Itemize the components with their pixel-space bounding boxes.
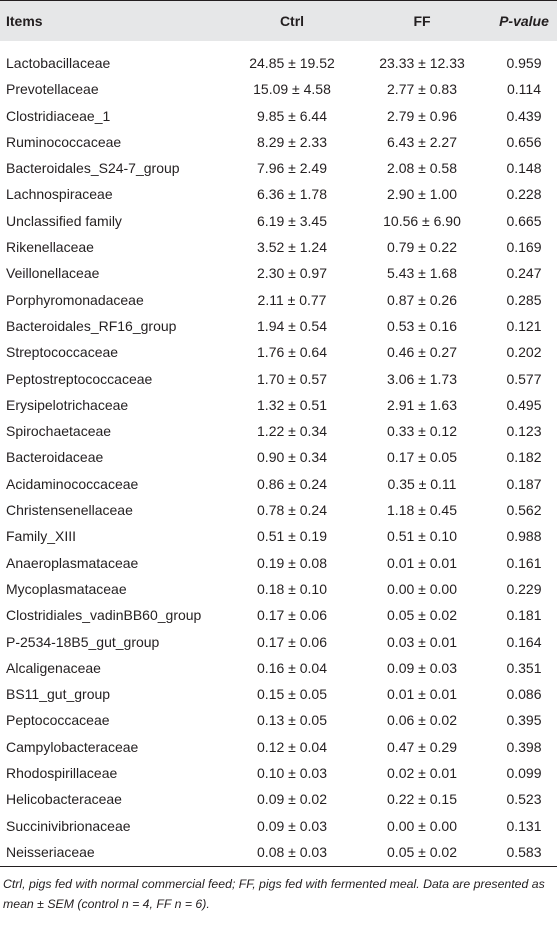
row-pvalue-cell: 0.114 [507, 81, 541, 98]
row-item-cell: Rhodospirillaceae [6, 765, 118, 782]
row-pvalue-cell: 0.228 [506, 186, 542, 203]
row-ff-cell: 0.17 ± 0.05 [387, 449, 457, 466]
row-ff-cell: 2.90 ± 1.00 [387, 186, 457, 203]
row-item-cell: Clostridiaceae_1 [6, 107, 111, 124]
row-pvalue-cell: 0.562 [506, 502, 542, 519]
row-ctrl-cell: 0.78 ± 0.24 [257, 502, 327, 519]
table-row [0, 630, 557, 656]
row-pvalue-cell: 0.121 [506, 317, 542, 334]
row-ff-cell: 0.47 ± 0.29 [387, 738, 457, 755]
table-row [0, 761, 557, 787]
row-ctrl-cell: 0.16 ± 0.04 [257, 659, 327, 676]
row-ctrl-cell: 1.94 ± 0.54 [257, 317, 327, 334]
row-ctrl-cell: 0.19 ± 0.08 [257, 554, 327, 571]
row-pvalue-cell: 0.229 [506, 580, 542, 597]
row-pvalue-cell: 0.164 [506, 633, 542, 650]
row-ff-cell: 0.03 ± 0.01 [387, 633, 457, 650]
table-row [0, 209, 557, 235]
table-row [0, 367, 557, 393]
row-ff-cell: 0.51 ± 0.10 [387, 528, 457, 545]
table-body [0, 51, 557, 866]
table-row [0, 787, 557, 813]
row-ctrl-cell: 0.09 ± 0.03 [257, 817, 327, 834]
row-item-cell: Peptostreptococcaceae [6, 370, 153, 387]
row-ff-cell: 0.00 ± 0.00 [387, 817, 457, 834]
header-spacer [0, 41, 557, 51]
row-ctrl-cell: 0.10 ± 0.03 [257, 765, 327, 782]
table-bottom-rule [0, 866, 557, 867]
row-ff-cell: 0.05 ± 0.02 [387, 843, 457, 860]
row-item-cell: Mycoplasmataceae [6, 580, 127, 597]
table-footnote: Ctrl, pigs fed with normal commercial feed; FF, pigs fed with fermented meal. Data are presented as mean ± SEM (control n = 4, FF n = 6). [3, 877, 545, 911]
row-pvalue-cell: 0.202 [506, 344, 542, 361]
row-ctrl-cell: 0.09 ± 0.02 [257, 791, 327, 808]
row-ctrl-cell: 2.30 ± 0.97 [257, 265, 327, 282]
row-ff-cell: 10.56 ± 6.90 [383, 212, 461, 229]
row-ff-cell: 1.18 ± 0.45 [387, 502, 457, 519]
row-pvalue-cell: 0.988 [506, 528, 542, 545]
row-item-cell: Prevotellaceae [6, 81, 99, 98]
table-row [0, 77, 557, 103]
table-row [0, 182, 557, 208]
row-ctrl-cell: 0.90 ± 0.34 [257, 449, 327, 466]
row-pvalue-cell: 0.187 [506, 475, 542, 492]
row-pvalue-cell: 0.495 [506, 396, 542, 413]
row-item-cell: Campylobacteraceae [6, 738, 139, 755]
row-ff-cell: 0.01 ± 0.01 [387, 686, 457, 703]
row-pvalue-cell: 0.285 [506, 291, 542, 308]
table-row [0, 656, 557, 682]
row-item-cell: Alcaligenaceae [6, 659, 101, 676]
row-ff-cell: 0.01 ± 0.01 [387, 554, 457, 571]
row-ff-cell: 23.33 ± 12.33 [379, 55, 465, 71]
row-ctrl-cell: 0.17 ± 0.06 [257, 607, 327, 624]
row-ctrl-cell: 1.22 ± 0.34 [257, 423, 327, 440]
row-item-cell: Lactobacillaceae [6, 55, 111, 71]
table-row [0, 840, 557, 866]
row-pvalue-cell: 0.131 [506, 817, 542, 834]
row-pvalue-cell: 0.395 [506, 712, 542, 729]
table-row [0, 682, 557, 708]
row-ctrl-cell: 6.36 ± 1.78 [257, 186, 327, 203]
row-pvalue-cell: 0.123 [506, 423, 542, 440]
row-ff-cell: 0.87 ± 0.26 [387, 291, 457, 308]
row-ctrl-cell: 0.15 ± 0.05 [257, 686, 327, 703]
row-ctrl-cell: 0.18 ± 0.10 [257, 580, 327, 597]
row-ctrl-cell: 0.12 ± 0.04 [257, 738, 327, 755]
row-item-cell: Rikenellaceae [6, 239, 94, 256]
table-row [0, 419, 557, 445]
row-pvalue-cell: 0.523 [506, 791, 542, 808]
header-items: Items [6, 13, 43, 29]
row-pvalue-cell: 0.583 [506, 843, 542, 860]
row-item-cell: BS11_gut_group [6, 686, 111, 703]
table-header [0, 1, 557, 41]
row-item-cell: Lachnospiraceae [6, 186, 113, 203]
row-item-cell: Ruminococcaceae [6, 133, 122, 150]
row-ff-cell: 2.79 ± 0.96 [387, 107, 457, 124]
row-ff-cell: 3.06 ± 1.73 [387, 370, 457, 387]
row-ctrl-cell: 8.29 ± 2.33 [257, 133, 327, 150]
table-row [0, 393, 557, 419]
table-row [0, 130, 557, 156]
row-ctrl-cell: 0.51 ± 0.19 [257, 528, 327, 545]
row-ff-cell: 5.43 ± 1.68 [387, 265, 457, 282]
row-pvalue-cell: 0.182 [506, 449, 542, 466]
table-row [0, 314, 557, 340]
row-ctrl-cell: 9.85 ± 6.44 [257, 107, 327, 124]
row-pvalue-cell: 0.351 [506, 659, 542, 676]
table-row [0, 261, 557, 287]
table-row [0, 235, 557, 261]
row-pvalue-cell: 0.181 [506, 607, 542, 624]
row-item-cell: Family_XIII [6, 528, 77, 545]
table-row [0, 708, 557, 734]
row-pvalue-cell: 0.959 [506, 55, 542, 71]
row-ctrl-cell: 0.08 ± 0.03 [257, 843, 327, 860]
row-item-cell: P-2534-18B5_gut_group [6, 633, 160, 650]
row-item-cell: Peptococcaceae [6, 712, 110, 729]
row-pvalue-cell: 0.398 [506, 738, 542, 755]
table-row [0, 445, 557, 471]
row-pvalue-cell: 0.161 [506, 554, 542, 571]
table-row [0, 156, 557, 182]
row-ff-cell: 0.05 ± 0.02 [387, 607, 457, 624]
row-pvalue-cell: 0.656 [506, 133, 542, 150]
row-item-cell: Porphyromonadaceae [6, 291, 144, 308]
row-item-cell: Erysipelotrichaceae [6, 396, 129, 413]
row-item-cell: Anaeroplasmataceae [6, 554, 139, 571]
header-pvalue: P-value [499, 13, 549, 29]
row-ctrl-cell: 1.32 ± 0.51 [257, 396, 327, 413]
row-pvalue-cell: 0.665 [506, 212, 542, 229]
row-pvalue-cell: 0.099 [506, 765, 542, 782]
row-ctrl-cell: 2.11 ± 0.77 [257, 291, 327, 308]
table-row [0, 735, 557, 761]
row-ff-cell: 2.08 ± 0.58 [387, 160, 457, 177]
row-ctrl-cell: 6.19 ± 3.45 [257, 212, 327, 229]
table-row [0, 524, 557, 550]
row-ctrl-cell: 1.76 ± 0.64 [257, 344, 327, 361]
row-ctrl-cell: 7.96 ± 2.49 [257, 160, 327, 177]
row-item-cell: Clostridiales_vadinBB60_group [6, 607, 202, 624]
row-pvalue-cell: 0.439 [506, 107, 542, 124]
row-item-cell: Veillonellaceae [6, 265, 100, 282]
header-ctrl: Ctrl [279, 13, 305, 29]
row-ff-cell: 0.46 ± 0.27 [387, 344, 457, 361]
row-ff-cell: 0.09 ± 0.03 [387, 659, 457, 676]
table-row [0, 288, 557, 314]
row-item-cell: Neisseriaceae [6, 843, 95, 860]
row-item-cell: Acidaminococcaceae [6, 475, 139, 492]
table-row [0, 814, 557, 840]
row-ff-cell: 0.35 ± 0.11 [387, 475, 457, 492]
row-ff-cell: 0.02 ± 0.01 [387, 765, 457, 782]
row-ff-cell: 0.06 ± 0.02 [387, 712, 457, 729]
row-ctrl-cell: 3.52 ± 1.24 [257, 239, 327, 256]
row-item-cell: Streptococcaceae [6, 344, 119, 361]
row-pvalue-cell: 0.169 [506, 239, 542, 256]
row-ff-cell: 2.91 ± 1.63 [387, 396, 457, 413]
row-ctrl-cell: 1.70 ± 0.57 [257, 370, 327, 387]
row-item-cell: Christensenellaceae [6, 502, 133, 519]
header-ff: FF [413, 13, 431, 29]
table-row [0, 340, 557, 366]
table-row [0, 577, 557, 603]
row-ff-cell: 2.77 ± 0.83 [387, 81, 457, 98]
table-row [0, 498, 557, 524]
row-ff-cell: 6.43 ± 2.27 [387, 133, 457, 150]
row-item-cell: Bacteroidales_S24-7_group [6, 160, 180, 177]
row-ff-cell: 0.53 ± 0.16 [387, 317, 457, 334]
table-row [0, 51, 557, 77]
row-ff-cell: 0.79 ± 0.22 [387, 239, 457, 256]
row-pvalue-cell: 0.247 [506, 265, 542, 282]
row-pvalue-cell: 0.577 [506, 370, 542, 387]
row-ctrl-cell: 0.13 ± 0.05 [257, 712, 327, 729]
row-ctrl-cell: 0.86 ± 0.24 [257, 475, 327, 492]
row-ff-cell: 0.22 ± 0.15 [387, 791, 457, 808]
row-ff-cell: 0.33 ± 0.12 [387, 423, 457, 440]
row-item-cell: Succinivibrionaceae [6, 817, 131, 834]
row-ctrl-cell: 24.85 ± 19.52 [249, 55, 335, 71]
table-row [0, 472, 557, 498]
row-pvalue-cell: 0.148 [506, 160, 542, 177]
row-item-cell: Helicobacteraceae [6, 791, 122, 808]
row-pvalue-cell: 0.086 [506, 686, 542, 703]
row-item-cell: Spirochaetaceae [6, 423, 112, 440]
table-row [0, 551, 557, 577]
row-ff-cell: 0.00 ± 0.00 [387, 580, 457, 597]
row-item-cell: Unclassified family [6, 212, 122, 229]
row-ctrl-cell: 0.17 ± 0.06 [257, 633, 327, 650]
row-item-cell: Bacteroidales_RF16_group [6, 317, 177, 334]
row-ctrl-cell: 15.09 ± 4.58 [253, 81, 331, 98]
table-row [0, 603, 557, 629]
row-item-cell: Bacteroidaceae [6, 449, 104, 466]
table-row [0, 104, 557, 130]
